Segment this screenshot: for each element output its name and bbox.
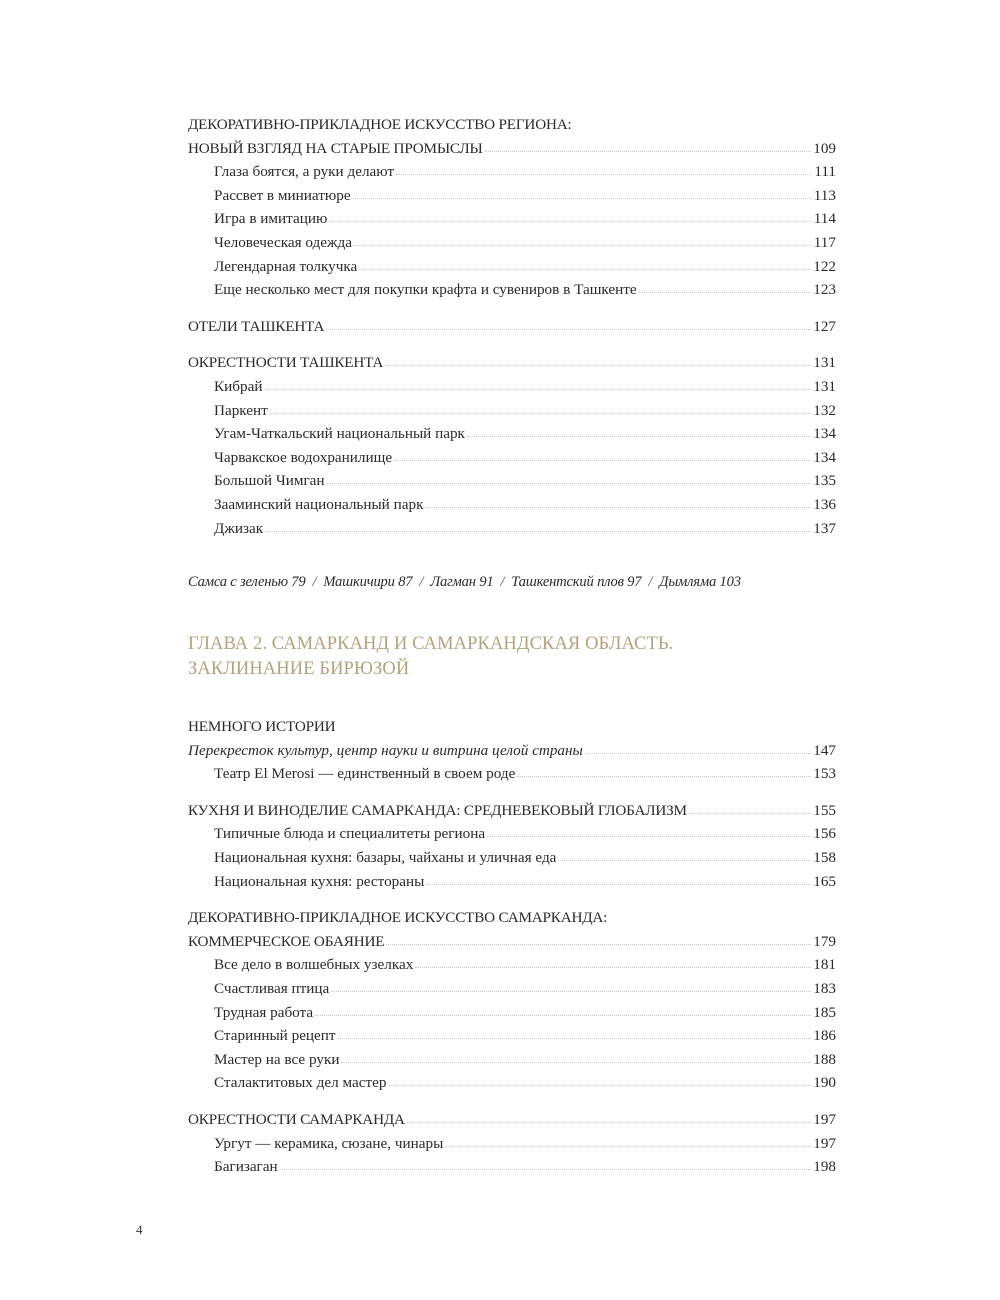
toc-entry-page: 134 [813,425,836,443]
spacer [188,893,836,906]
toc-entry-title: Игра в имитацию [214,210,328,228]
toc-entry[interactable] [188,799,836,823]
toc-entry-title: Багизаган [214,1158,278,1176]
toc-entry-page: 131 [813,377,836,395]
dot-leader [353,198,812,199]
toc-entry[interactable] [188,1132,836,1156]
dot-leader [487,836,811,837]
toc-entry-title: Трудная работа [214,1003,314,1021]
dot-leader [359,269,811,270]
toc-entry-page: 155 [813,801,836,819]
toc-entry[interactable] [188,1155,836,1179]
toc-entry-title: Угам-Чаткальский национальный парк [214,425,465,443]
dot-leader [407,1122,811,1123]
toc-entry-title: Театр El Merosi — единственный в своем роде [214,765,516,783]
toc-entry-page: 123 [813,281,836,299]
toc-entry-page: 117 [813,233,836,251]
toc-entry-page: 156 [813,825,836,843]
chapter-heading [188,632,836,682]
toc-entry[interactable] [188,315,836,339]
toc-entry-title: Зааминский национальный парк [214,495,424,513]
dot-leader [396,174,812,175]
toc-section-heading: ДЕКОРАТИВНО-ПРИКЛАДНОЕ ИСКУССТВО САМАРКАНДА: [188,909,608,927]
toc-entry-title: Национальная кухня: рестораны [214,872,425,890]
toc-entry-page: 127 [813,317,836,335]
dot-leader [467,436,811,437]
toc-entry-title: Джизак [214,519,264,537]
toc-entry[interactable] [188,1001,836,1025]
toc-entry-title: Человеческая одежда [214,233,352,251]
toc-entry-page: 186 [813,1027,836,1045]
toc-entry[interactable] [188,846,836,870]
toc-entry[interactable] [188,517,836,541]
dot-leader [341,1062,811,1063]
toc-entry-page: 134 [813,448,836,466]
toc-entry[interactable] [188,1071,836,1095]
toc-entry-page: 109 [813,139,836,157]
dot-leader [326,329,811,330]
toc-entry[interactable] [188,399,836,423]
toc-entry-page: 197 [813,1134,836,1152]
toc-entry-title: Счастливая птица [214,980,330,998]
dot-leader [265,531,811,532]
dot-leader [639,292,812,293]
toc-entry-page: 135 [813,472,836,490]
toc-entry[interactable] [188,977,836,1001]
toc-entry-title: Перекресток культур, центр науки и витрина целой страны [188,741,583,759]
spacer [188,682,836,715]
toc-entry-page: 113 [813,186,836,204]
toc-entry[interactable] [188,184,836,208]
dot-leader [338,1038,812,1039]
toc-entry-title: НОВЫЙ ВЗГЛЯД НА СТАРЫЕ ПРОМЫСЛЫ [188,139,483,157]
toc-entry-title: Паркент [214,401,268,419]
toc-entry[interactable] [188,446,836,470]
toc-entry-title: ОКРЕСТНОСТИ САМАРКАНДА [188,1111,405,1128]
toc-entry-page: 165 [813,872,836,890]
dot-leader [327,483,812,484]
toc-entry-page: 132 [813,401,836,419]
toc-entry-page: 131 [813,354,836,372]
toc-entry-page: 198 [813,1158,836,1176]
dot-leader [280,1169,812,1170]
toc-entry-page: 188 [813,1050,836,1068]
dot-leader [264,389,811,390]
toc-entry[interactable] [188,739,836,763]
toc-entry-page: 136 [813,495,836,513]
toc-entry[interactable] [188,469,836,493]
toc-section-heading: ДЕКОРАТИВНО-ПРИКЛАДНОЕ ИСКУССТВО РЕГИОНА: [188,116,572,133]
dot-leader [415,967,811,968]
dot-leader [394,460,811,461]
toc-entry-title: Еще несколько мест для покупки крафта и сувениров в Ташкенте [214,281,637,299]
toc-entry[interactable] [188,422,836,446]
toc-entry[interactable] [188,207,836,231]
dot-leader [445,1146,811,1147]
toc-entry[interactable] [188,278,836,302]
toc-entry-title: ОКРЕСТНОСТИ ТАШКЕНТА [188,354,384,372]
dot-leader [354,245,812,246]
chapter-title-line-1: ГЛАВА 2. САМАРКАНД И САМАРКАНДСКАЯ ОБЛАСТЬ. [188,634,674,655]
toc-entry-title: Легендарная толкучка [214,257,358,275]
dot-leader [426,884,811,885]
dot-leader [585,753,811,754]
spacer [188,1095,836,1108]
toc-entry[interactable] [188,822,836,846]
toc-entry-title: Глаза боятся, а руки делают [214,163,395,181]
dot-leader [389,1085,812,1086]
toc-entry-title: Старинный рецепт [214,1027,336,1045]
dot-leader [315,1015,811,1016]
toc-entry-page: 190 [813,1074,836,1092]
toc-entry-page: 114 [813,210,836,228]
toc-entry[interactable] [188,493,836,517]
spacer [188,338,836,351]
dot-leader [331,991,811,992]
toc-entry[interactable] [188,953,836,977]
toc-entry[interactable] [188,762,836,786]
separator: / [648,574,653,591]
toc-entry-page: 158 [813,849,836,867]
toc-entry-page: 197 [813,1111,836,1128]
toc-entry-title: Мастер на все руки [214,1050,340,1068]
toc-entry-title: Рассвет в миниатюре [214,186,351,204]
spacer [188,540,836,570]
recipe-list [188,570,836,594]
dot-leader [329,221,811,222]
separator: / [419,574,424,591]
dot-leader [385,365,811,366]
toc-entry[interactable] [188,375,836,399]
table-of-contents [188,113,836,1179]
recipe-item[interactable]: Дымляма 103 [659,574,741,591]
separator: / [500,574,505,591]
toc-entry-title: Типичные блюда и специалитеты региона [214,825,486,843]
toc-entry-page: 153 [813,765,836,783]
recipe-item[interactable]: Лагман 91 [430,574,494,591]
toc-entry-title: Национальная кухня: базары, чайханы и уличная еда [214,849,557,867]
toc-entry-title: Чарвакское водохранилище [214,448,393,466]
toc-entry[interactable] [188,1024,836,1048]
separator: / [312,574,317,591]
recipe-item[interactable]: Ташкентский плов 97 [511,574,642,591]
dot-leader [485,151,812,152]
dot-leader [425,507,811,508]
toc-entry[interactable] [188,255,836,279]
toc-entry-page: 185 [813,1003,836,1021]
toc-entry[interactable] [188,1108,836,1132]
dot-leader [386,944,811,945]
toc-entry-page: 181 [813,956,836,974]
toc-entry-page: 111 [814,163,836,181]
toc-section-heading: НЕМНОГО ИСТОРИИ [188,718,336,736]
page-number: 4 [136,1222,143,1237]
recipe-item[interactable]: Машкичири 87 [323,574,413,591]
toc-entry-title: Большой Чимган [214,472,325,490]
chapter-title-line-2: ЗАКЛИНАНИЕ БИРЮЗОЙ [188,659,410,680]
toc-entry[interactable] [188,231,836,255]
toc-entry-page: 147 [813,741,836,759]
toc-entry[interactable] [188,137,836,161]
dot-leader [558,860,811,861]
toc-entry-title: КУХНЯ И ВИНОДЕЛИЕ САМАРКАНДА: СРЕДНЕВЕКОВЫЙ ГЛОБАЛИЗМ [188,801,687,819]
toc-entry-title: ОТЕЛИ ТАШКЕНТА [188,317,325,335]
toc-entry-page: 137 [813,519,836,537]
toc-entry[interactable] [188,351,836,375]
toc-entry-page: 183 [813,980,836,998]
dot-leader [689,813,811,814]
toc-entry-title: КОММЕРЧЕСКОЕ ОБАЯНИЕ [188,932,385,950]
toc-entry[interactable] [188,1048,836,1072]
toc-entry-title: Кибрай [214,377,263,395]
recipe-item[interactable]: Самса с зеленью 79 [188,574,306,591]
dot-leader [270,413,811,414]
dot-leader [517,776,811,777]
toc-entry[interactable] [188,870,836,894]
toc-entry-title: Сталактитовых дел мастер [214,1074,387,1092]
toc-entry[interactable] [188,160,836,184]
toc-entry-title: Все дело в волшебных узелках [214,956,414,974]
toc-entry[interactable] [188,930,836,954]
toc-entry-page: 122 [813,257,836,275]
spacer [188,302,836,315]
toc-entry-page: 179 [813,932,836,950]
toc-entry-title: Ургут — керамика, сюзане, чинары [214,1134,444,1152]
spacer [188,786,836,799]
